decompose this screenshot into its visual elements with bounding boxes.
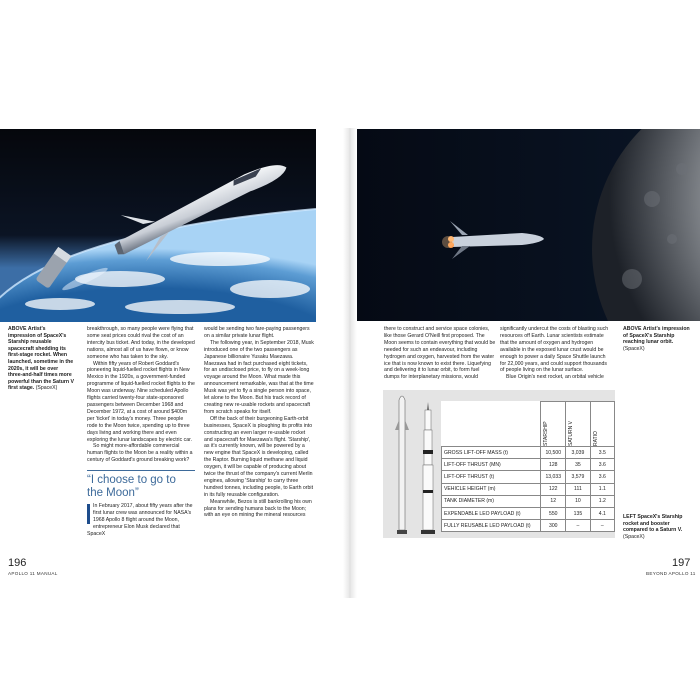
right-photo-caption	[623, 326, 693, 352]
drop-bar	[87, 504, 90, 524]
page-footer-left: APOLLO 11 MANUAL	[8, 571, 58, 576]
caption-label: LEFT	[623, 514, 636, 520]
table-row: FULLY REUSABLE LEO PAYLOAD (t) 300 – –	[442, 520, 615, 532]
starship-moon-illustration	[352, 129, 700, 321]
caption-credit: (SpaceX)	[623, 533, 645, 540]
table-row: EXPENDABLE LEO PAYLOAD (t) 550 135 4.1	[442, 507, 615, 519]
page-number-right: 197	[672, 557, 691, 569]
book-gutter	[343, 128, 357, 598]
paragraph: significantly undercut the costs of blasting such resources off Earth. Lunar scientists estimate that the amount of oxygen and hydrogen available in the exposed lunar crust would be enough to power a daily Space Shuttle launch for 22,000 years, and could support thousands of people living on the lunar surface.	[500, 326, 609, 374]
table-row: TANK DIAMETER (m) 12 10 1.2	[442, 495, 615, 507]
page-footer-right: BEYOND APOLLO 11	[646, 571, 696, 576]
table-header-row	[442, 402, 615, 447]
starship-moon-photo	[352, 129, 700, 321]
paragraph: Within fifty years of Robert Goddard's pioneering liquid-fuelled rocket flights in New Mexico in the 1920s, a government-funded programme of liquid-fuelled rocket flights to the Moon was underway. Nine scheduled Apollo flights carried twenty-four state-sponsored passengers between December 1968 and December 1972, at a cost of around $400m per 'ticket' in today's money. Three people rode to the Moon twice, spending up to three days living and working there and even exploring the lunar landscapes by electric car.	[87, 360, 195, 443]
starship-earth-photo	[0, 129, 316, 322]
left-photo-caption	[8, 326, 74, 392]
table-row: GROSS LIFT-OFF MASS (t) 10,500 3,039 3.5	[442, 447, 615, 459]
caption-text: Artist's impression of SpaceX's Starship reaching lunar orbit.	[623, 326, 690, 346]
table-row: LIFT-OFF THRUST (MN) 128 35 3.6	[442, 459, 615, 471]
page-number-left: 196	[8, 557, 27, 569]
right-text-column-2	[500, 326, 612, 381]
caption-label: ABOVE	[623, 326, 642, 332]
column-header: STARSHIP	[541, 402, 566, 447]
table-row: LIFT-OFF THRUST (t) 13,033 3,579 3.6	[442, 471, 615, 483]
column-header: SATURN V	[566, 402, 591, 447]
paragraph: would be sending two fare-paying passengers on a similar private lunar flight.	[204, 326, 310, 339]
paragraph: The following year, in September 2018, Musk introduced one of the two passengers as Japanese billionaire Yusaku Maezawa. Maezawa had in fact purchased eight tickets, for an undisclosed price, to fly on a week-long voyage around the Moon. What made this announcement remarkable, was that at the time Musk was yet to fly a single person into space, let alone to the Moon. But his track record of creating new re-usable rockets and spacecraft from scratch speaks for itself.	[204, 339, 314, 415]
paragraph-text: In February 2017, about fifty years after the first lunar crew was announced for NASA's 1968 Apollo 8 flight around the Moon, entrepreneur Elon Musk declared that SpaceX	[87, 503, 193, 537]
table-row: VEHICLE HEIGHT (m) 122 111 1.1	[442, 483, 615, 495]
rocket-silhouettes	[383, 390, 439, 538]
paragraph: there to construct and service space colonies, like those Gerard O'Neill first proposed. The Moon seems to contain everything that would be needed for such an endeavour, including hydrogen and oxygen, harvested from the water ice that is now known to exist there. Liquefying and delivering it to lunar orbit, to form fuel dumps for interplanetary missions, would	[384, 326, 496, 381]
left-text-column-1	[87, 326, 195, 538]
caption-text: SpaceX's Starship rocket and booster compared to a Saturn V.	[623, 514, 683, 534]
caption-label: ABOVE	[8, 326, 27, 332]
rocket-comparison-figure	[383, 390, 615, 538]
caption-credit: (SpaceX)	[623, 345, 645, 352]
paragraph: Blue Origin's next rocket, an orbital vehicle	[506, 374, 604, 381]
paragraph	[87, 503, 195, 538]
right-text-column-1	[384, 326, 496, 381]
caption-text: Artist's impression of SpaceX's Starship reusable spacecraft shedding its first-stage rocket. When launched, sometime in the 2020s, it will be over three-and-half times more powerful than the Saturn V first stage.	[8, 326, 74, 392]
starship-earth-illustration	[0, 129, 316, 322]
paragraph: Off the back of their burgeoning Earth-orbit businesses, SpaceX is ploughing its profits into constructing an even larger re-usable rocket and spacecraft for Maezawa's flight. 'Starship', as it's currently known, will be powered by a new engine that SpaceX is developing, called the Raptor. Burning liquid methane and liquid oxygen, it will be capable of producing about twice the thrust of the company's current Merlin engines, allowing 'Starship' to carry three hundred tonnes, including people, to Earth orbit in its fully reusable configuration.	[204, 415, 314, 498]
left-text-column-2	[204, 326, 314, 519]
comparison-table	[441, 401, 615, 532]
paragraph: So might more-affordable commercial human flights to the Moon be a reality within a century of Goddard's ground breaking work?	[87, 443, 193, 464]
column-header: RATIO	[590, 402, 614, 447]
pull-quote-heading: “I choose to go to the Moon”	[87, 470, 195, 499]
caption-credit: (SpaceX)	[35, 385, 58, 392]
paragraph: breakthrough, so many people were flying that some seat prices could rival the cost of an intercity bus ticket. And today, in the developed nations, almost all of us have flown, or know someone who has taken to the sky.	[87, 326, 195, 360]
paragraph: Meanwhile, Bezos is still bankrolling his own plans for sending humans back to the Moon; with an eye on mining the mineral resources	[204, 498, 312, 519]
table-corner	[442, 402, 541, 447]
right-figure-caption	[623, 514, 693, 540]
